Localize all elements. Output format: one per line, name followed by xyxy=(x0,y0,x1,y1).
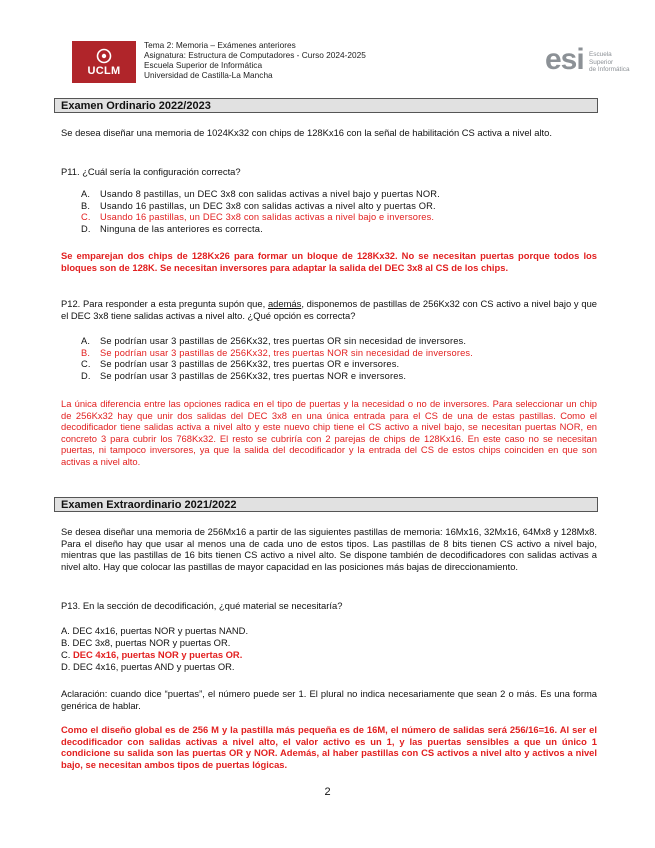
header-subject: Asignatura: Estructura de Computadores - Curso 2024-2025 xyxy=(144,50,366,60)
header-university: Universidad de Castilla-La Mancha xyxy=(144,70,273,80)
option-label: A. xyxy=(61,625,70,636)
p11-question: P11. ¿Cuál sería la configuración correcta? xyxy=(61,166,241,177)
option-text: Usando 16 pastillas, un DEC 3x8 con salidas activas a nivel alto y puertas OR. xyxy=(100,200,436,211)
option-text: Ninguna de las anteriores es correcta. xyxy=(100,223,263,234)
p13-option-b xyxy=(61,637,230,649)
p13-explanation: Como el diseño global es de 256 M y la pastilla más pequeña es de 16M, el número de salidas será 256/16=16. Al ser el decodificador con salidas activas a nivel alto, el valor activo es un 1, y las puertas sensibles a que un único 1 condicione su salida son las puertas OR y NOR. Además, al haber pastillas con CS activos a nivel alto y activos a nivel bajo, se necesitan ambos tipos de puertas lógicas. xyxy=(61,724,597,770)
uclm-logo-text: UCLM xyxy=(87,65,121,77)
uclm-emblem-icon xyxy=(96,48,112,64)
option-text: Se podrían usar 3 pastillas de 256Kx32, tres puertas OR sin necesidad de inversores. xyxy=(100,336,467,346)
uclm-logo xyxy=(72,41,136,83)
p11-explanation: Se emparejan dos chips de 128Kx26 para formar un bloque de 128Kx32. No se necesitan puertas porque todos los bloques son de 128K. Se necesitan inversores para adaptar la salida del DEC 3x8 al CS de los chips. xyxy=(61,250,597,273)
page-header xyxy=(72,38,637,84)
p12-question xyxy=(61,298,597,321)
option-text: Se podrían usar 3 pastillas de 256Kx32, tres puertas NOR sin necesidad de inversores. xyxy=(100,347,473,358)
section1-intro: Se desea diseñar una memoria de 1024Kx32 con chips de 128Kx16 con la señal de habilitación CS activa a nivel alto. xyxy=(61,127,552,138)
option-text: Usando 16 pastillas, un DEC 3x8 con salidas activas a nivel bajo e inversores. xyxy=(100,212,435,222)
option-text: DEC 4x16, puertas AND y puertas OR. xyxy=(72,661,235,672)
option-label: B. xyxy=(61,637,70,648)
option-text: DEC 4x16, puertas NOR y puertas NAND. xyxy=(72,625,249,636)
option-label: A. xyxy=(81,189,91,199)
option-text: Se podrían usar 3 pastillas de 256Kx32, tres puertas OR e inversores. xyxy=(100,359,400,369)
section-title-ordinario: Examen Ordinario 2022/2023 xyxy=(54,98,598,113)
option-label: D. xyxy=(61,661,71,672)
esi-logo-big: esi xyxy=(545,43,584,76)
option-label: D. xyxy=(81,370,91,381)
option-text: DEC 3x8, puertas NOR y puertas OR. xyxy=(72,637,231,648)
option-text: Se podrían usar 3 pastillas de 256Kx32, tres puertas NOR e inversores. xyxy=(100,370,407,381)
option-label: D. xyxy=(81,223,91,234)
page-number: 2 xyxy=(324,786,331,798)
option-text: Usando 8 pastillas, un DEC 3x8 con salidas activas a nivel bajo y puertas NOR. xyxy=(100,189,440,199)
p13-question: P13. En la sección de decodificación, ¿qué material se necesitaría? xyxy=(61,600,343,611)
header-school: Escuela Superior de Informática xyxy=(144,60,263,70)
option-label: C. xyxy=(61,649,71,660)
p13-note: Aclaración: cuando dice “puertas”, el número puede ser 1. El plural no indica necesariamente que sean 2 o más. Es una forma genérica de hablar. xyxy=(61,688,597,711)
esi-logo xyxy=(545,44,637,80)
section-title-extraordinario: Examen Extraordinario 2021/2022 xyxy=(54,497,598,512)
esi-logo-line: de Informática xyxy=(589,66,630,74)
p12-explanation: La única diferencia entre las opciones radica en el tipo de puertas y la necesidad o no de inversores. Para seleccionar un chip de 256Kx32 hay que unir dos salidas del DEC 3x8 en una única entrada para el CS de una de estas pastillas. Como el decodificador tiene salidas activa a nivel alto y este nuevo chip tiene el CS activo a nivel bajo, se necesitan puertas NOR, en concreto 3 para cubrir los 768Kx32. El resto se cubriría con 2 parejas de chips de 128Kx16. En este caso no se necesitan puertas, ni tampoco inversores, ya que la salida del decodificador y la entrada del CS de estos chips coinciden en que son activas a nivel alto. xyxy=(61,398,597,467)
esi-logo-line: Escuela xyxy=(589,51,612,58)
p12-question-emphasis: además xyxy=(267,298,302,309)
option-label: C. xyxy=(81,359,91,369)
esi-logo-line: Superior xyxy=(589,58,614,66)
p13-option-c-correct xyxy=(61,649,242,661)
option-text: DEC 4x16, puertas NOR y puertas OR. xyxy=(72,649,243,660)
esi-logo-small xyxy=(589,51,630,74)
header-topic: Tema 2: Memoria – Exámenes anteriores xyxy=(144,40,296,50)
option-label: B. xyxy=(81,200,91,211)
option-label: A. xyxy=(81,336,91,346)
p13-option-d xyxy=(61,661,235,673)
section2-intro: Se desea diseñar una memoria de 256Mx16 a partir de las siguientes pastillas de memoria: 16Mx16, 32Mx16, 64Mx8 y 128Mx8. Para el diseño hay que usar al menos una de cada uno de estos tipos. Las pastillas de 8 bits tienen CS activo a nivel bajo, mientras que las pastillas de 16 bits tienen CS activo a nivel alto. Se dispone también de decodificadores con salidas activas a nivel alto. Hay que colocar las pastillas de mayor capacidad en las posiciones más bajas de direccionamiento. xyxy=(61,526,597,572)
p12-question-start: P12. Para responder a esta pregunta supón que, xyxy=(61,298,268,309)
p12-question-end: , disponemos de pastillas de 256Kx32 con CS activo a nivel bajo y que el DEC 3x8 tiene salidas activas a nivel alto. ¿Qué opción es correcta? xyxy=(61,298,597,321)
option-label: B. xyxy=(81,347,91,358)
p13-option-a xyxy=(61,625,248,637)
header-info xyxy=(144,40,366,80)
option-label: C. xyxy=(81,212,91,222)
